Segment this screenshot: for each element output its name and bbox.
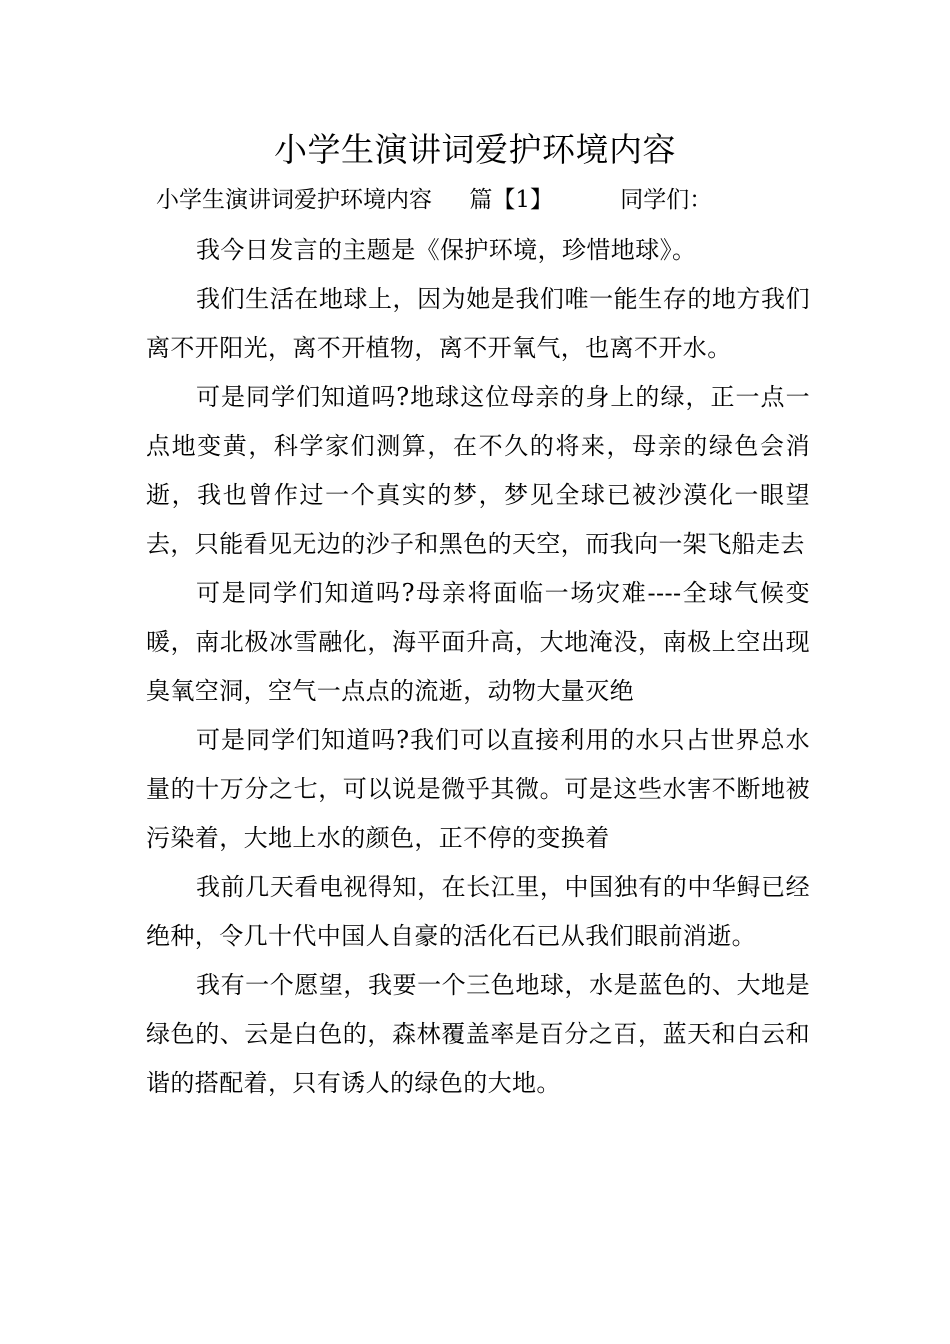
paragraph: 我们生活在地球上，因为她是我们唯一能生存的地方我们离不开阳光，离不开植物，离不开氧气，也离不开水。 <box>146 285 810 362</box>
document-title: 小学生演讲词爱护环境内容 <box>274 130 676 169</box>
paragraph: 我有一个愿望，我要一个三色地球，水是蓝色的、大地是绿色的、云是白色的，森林覆盖率是百分之百，蓝天和白云和谐的搭配着，只有诱人的绿色的大地。 <box>146 971 810 1097</box>
subline-part-label: 篇【1】 <box>469 187 553 213</box>
paragraph: 我今日发言的主题是《保护环境，珍惜地球》。 <box>196 236 697 264</box>
paragraph: 可是同学们知道吗?母亲将面临一场灾难----全球气候变暖，南北极冰雪融化，海平面升高，大地淹没，南极上空出现臭氧空洞，空气一点点的流逝，动物大量灭绝 <box>146 579 810 705</box>
subline-heading: 小学生演讲词爱护环境内容 <box>156 187 432 213</box>
paragraph: 我前几天看电视得知，在长江里，中国独有的中华鲟已经绝种，令几十代中国人自豪的活化石已从我们眼前消逝。 <box>146 873 810 950</box>
document-body <box>146 226 810 1108</box>
paragraph: 可是同学们知道吗?地球这位母亲的身上的绿，正一点一点地变黄，科学家们测算，在不久的将来，母亲的绿色会消逝，我也曾作过一个真实的梦，梦见全球已被沙漠化一眼望去，只能看见无边的沙子和黑色的天空，而我向一架飞船走去 <box>146 383 810 558</box>
document-subline <box>156 182 712 218</box>
paragraph: 可是同学们知道吗?我们可以直接利用的水只占世界总水量的十万分之七，可以说是微乎其微。可是这些水害不断地被污染着，大地上水的颜色，正不停的变换着 <box>146 726 810 852</box>
subline-greeting: 同学们： <box>620 187 713 213</box>
